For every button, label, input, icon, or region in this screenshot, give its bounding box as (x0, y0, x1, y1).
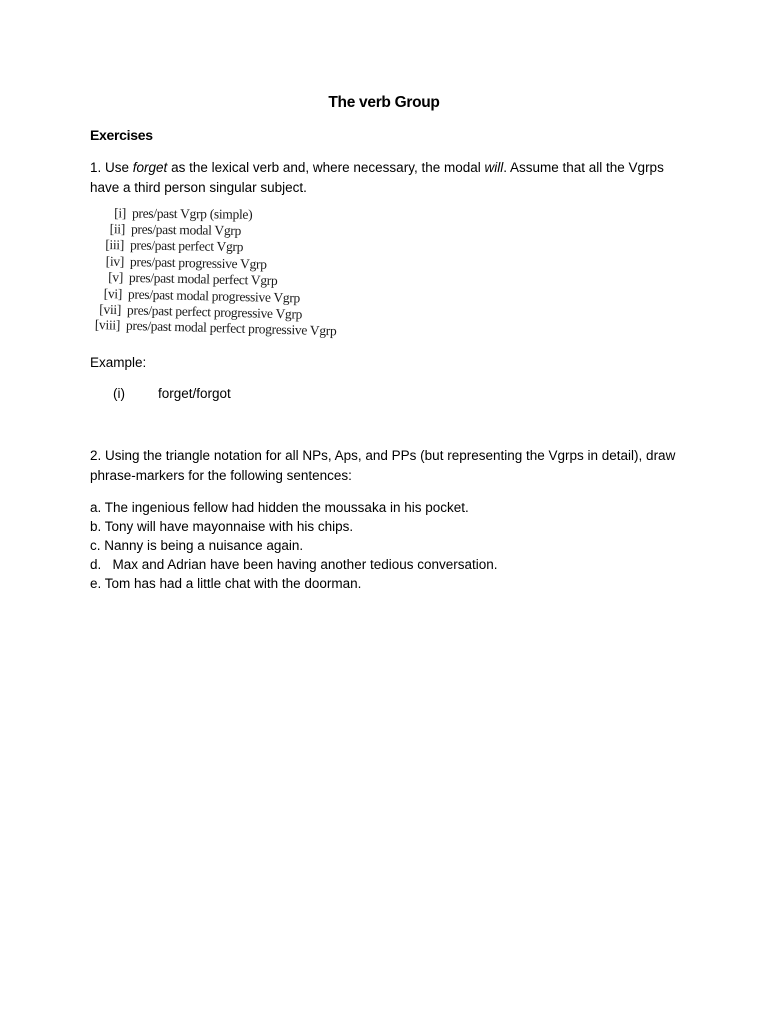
example-label: Example: (90, 355, 147, 370)
example-number: (i) (113, 386, 125, 401)
list-item-text: pres/past modal Vgrp (130, 221, 242, 239)
list-item-text: pres/past modal perfect progressive Vgrp (125, 317, 337, 339)
list-item-number: [i] (114, 205, 127, 221)
exercises-heading: Exercises (90, 127, 153, 143)
list-item-number: [viii] (94, 316, 121, 333)
list-item-text: pres/past perfect Vgrp (129, 237, 244, 255)
list-item-text: pres/past progressive Vgrp (129, 254, 267, 272)
sentence-e: e. Tom has had a little chat with the doorman. (90, 576, 362, 591)
sentence-d: d. Max and Adrian have been having another tedious conversation. (90, 557, 498, 572)
question-1 (90, 158, 690, 198)
page-title: The verb Group (328, 94, 440, 111)
list-item-number: [iii] (105, 237, 125, 253)
list-item-number: [vii] (99, 301, 122, 318)
list-item-text: pres/past modal perfect Vgrp (128, 269, 278, 288)
question-1-intro: 1. Use (90, 160, 133, 175)
sentence-a: a. The ingenious fellow had hidden the moussaka in his pocket. (90, 500, 469, 515)
lexical-verb: forget (132, 160, 168, 175)
list-item-text: pres/past perfect progressive Vgrp (126, 302, 303, 322)
list-item-number: [ii] (109, 221, 126, 237)
question-1-middle: as the lexical verb and, where necessary, the modal (167, 160, 485, 175)
list-item-text: pres/past Vgrp (simple) (131, 205, 253, 222)
modal-verb: will (484, 160, 504, 175)
question-2: 2. Using the triangle notation for all NPs, Aps, and PPs (but representing the Vgrps in detail), draw phrase-markers for the following sentences: (90, 448, 676, 483)
list-item-number: [iv] (105, 253, 125, 269)
list-item (92, 205, 253, 223)
vgrp-list-scan (92, 206, 382, 342)
sentence-c: c. Nanny is being a nuisance again. (90, 538, 304, 553)
example-text: forget/forgot (158, 386, 231, 401)
list-item-text: pres/past modal progressive Vgrp (127, 286, 301, 306)
list-item-number: [vi] (103, 285, 123, 302)
sentence-list (90, 498, 498, 593)
list-item-number: [v] (108, 269, 124, 285)
sentence-b: b. Tony will have mayonnaise with his chips. (90, 519, 354, 534)
question-1-end: . Assume that all the Vgrps have a third person singular subject. (90, 160, 664, 195)
list-item (90, 237, 243, 255)
